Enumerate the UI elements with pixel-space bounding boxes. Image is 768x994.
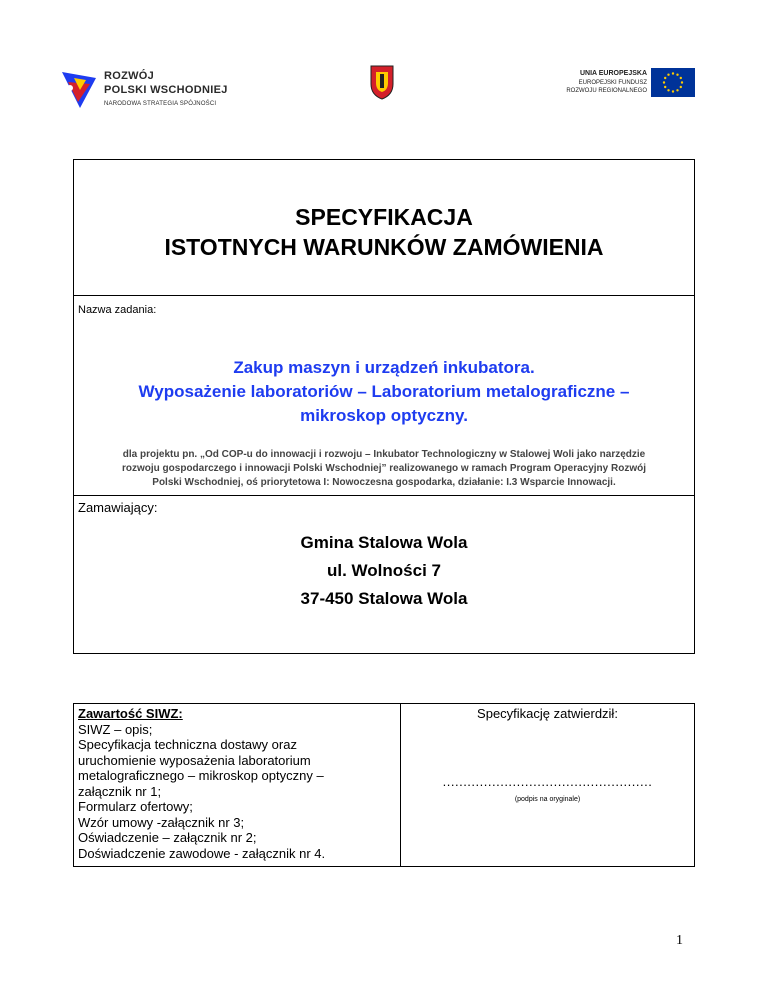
list-item: załącznik nr 1; [78,783,162,799]
contents-approval-box [73,703,695,867]
list-item: metalograficznego – mikroskop optyczny – [78,768,324,783]
client-label: Zamawiający: [78,500,158,515]
client-name: Gmina Stalowa Wola [300,533,468,552]
title-line2: ISTOTNYCH WARUNKÓW ZAMÓWIENIA [164,234,604,260]
list-item: uruchomienie wyposażenia laboratorium [78,752,311,768]
task-box [73,295,695,496]
right-logo-line2: EUROPEJSKI FUNDUSZ [578,80,647,86]
signature-note: (podpis na oryginale) [514,796,581,803]
client-address [74,529,694,613]
title-box [73,159,695,296]
list-item: SIWZ – opis; [78,721,153,737]
task-title [80,356,688,428]
approval-label: Specyfikację zatwierdził: [477,706,618,721]
left-logo-line1: ROZWÓJ [104,70,155,82]
right-logo-line3: ROZWOJU REGIONALNEGO [566,88,647,94]
document-title [74,202,694,262]
list-item: Oświadczenie – załącznik nr 2; [78,830,257,845]
client-city: 37-450 Stalowa Wola [300,589,468,608]
task-title-line2: Wyposażenie laboratoriów – Laboratorium metalograficzne – [138,382,630,401]
task-title-line3: mikroskop optyczny. [300,406,468,425]
title-line1: SPECYFIKACJA [295,204,473,230]
list-item: Wzór umowy -załącznik nr 3; [78,814,245,830]
task-title-line1: Zakup maszyn i urządzeń inkubatora. [233,358,535,377]
task-label: Nazwa zadania: [78,304,157,316]
project-desc-line1: dla projektu pn. „Od COP-u do innowacji i rozwoju – Inkubator Technologiczny w Stalowej Woli jako narzędzie [122,449,646,460]
client-box [73,495,695,654]
client-street: ul. Wolności 7 [327,561,441,580]
list-item: Formularz ofertowy; [78,799,193,814]
city-crest-icon [368,64,396,100]
right-logo-line1: UNIA EUROPEJSKA [579,70,647,77]
page-number: 1 [676,933,683,948]
list-item: Doświadczenie zawodowe - załącznik nr 4. [78,845,326,861]
left-logo-line3: NARODOWA STRATEGIA SPÓJNOŚCI [104,101,217,107]
project-desc-line3: Polski Wschodniej, oś priorytetowa I: Nowoczesna gospodarka, działanie: I.3 Wsparcie Innowacji. [152,477,616,488]
eu-flag-icon [651,68,695,97]
signature-line: ................................................... [442,774,653,789]
rozwoj-logo-icon [60,68,100,110]
left-logo-line2: POLSKI WSCHODNIEJ [104,84,228,96]
siwz-contents [78,706,398,861]
project-description [80,448,688,490]
project-desc-line2: rozwoju gospodarczego i innowacji Polski Wschodniej” realizowanego w ramach Program Operacyjny Rozwój [122,463,646,474]
eu-fund-logo [545,68,695,100]
contents-heading: Zawartość SIWZ: [78,706,183,721]
rozwoj-polski-wschodniej-logo [60,68,260,114]
list-item: Specyfikacja techniczna dostawy oraz [78,737,297,752]
